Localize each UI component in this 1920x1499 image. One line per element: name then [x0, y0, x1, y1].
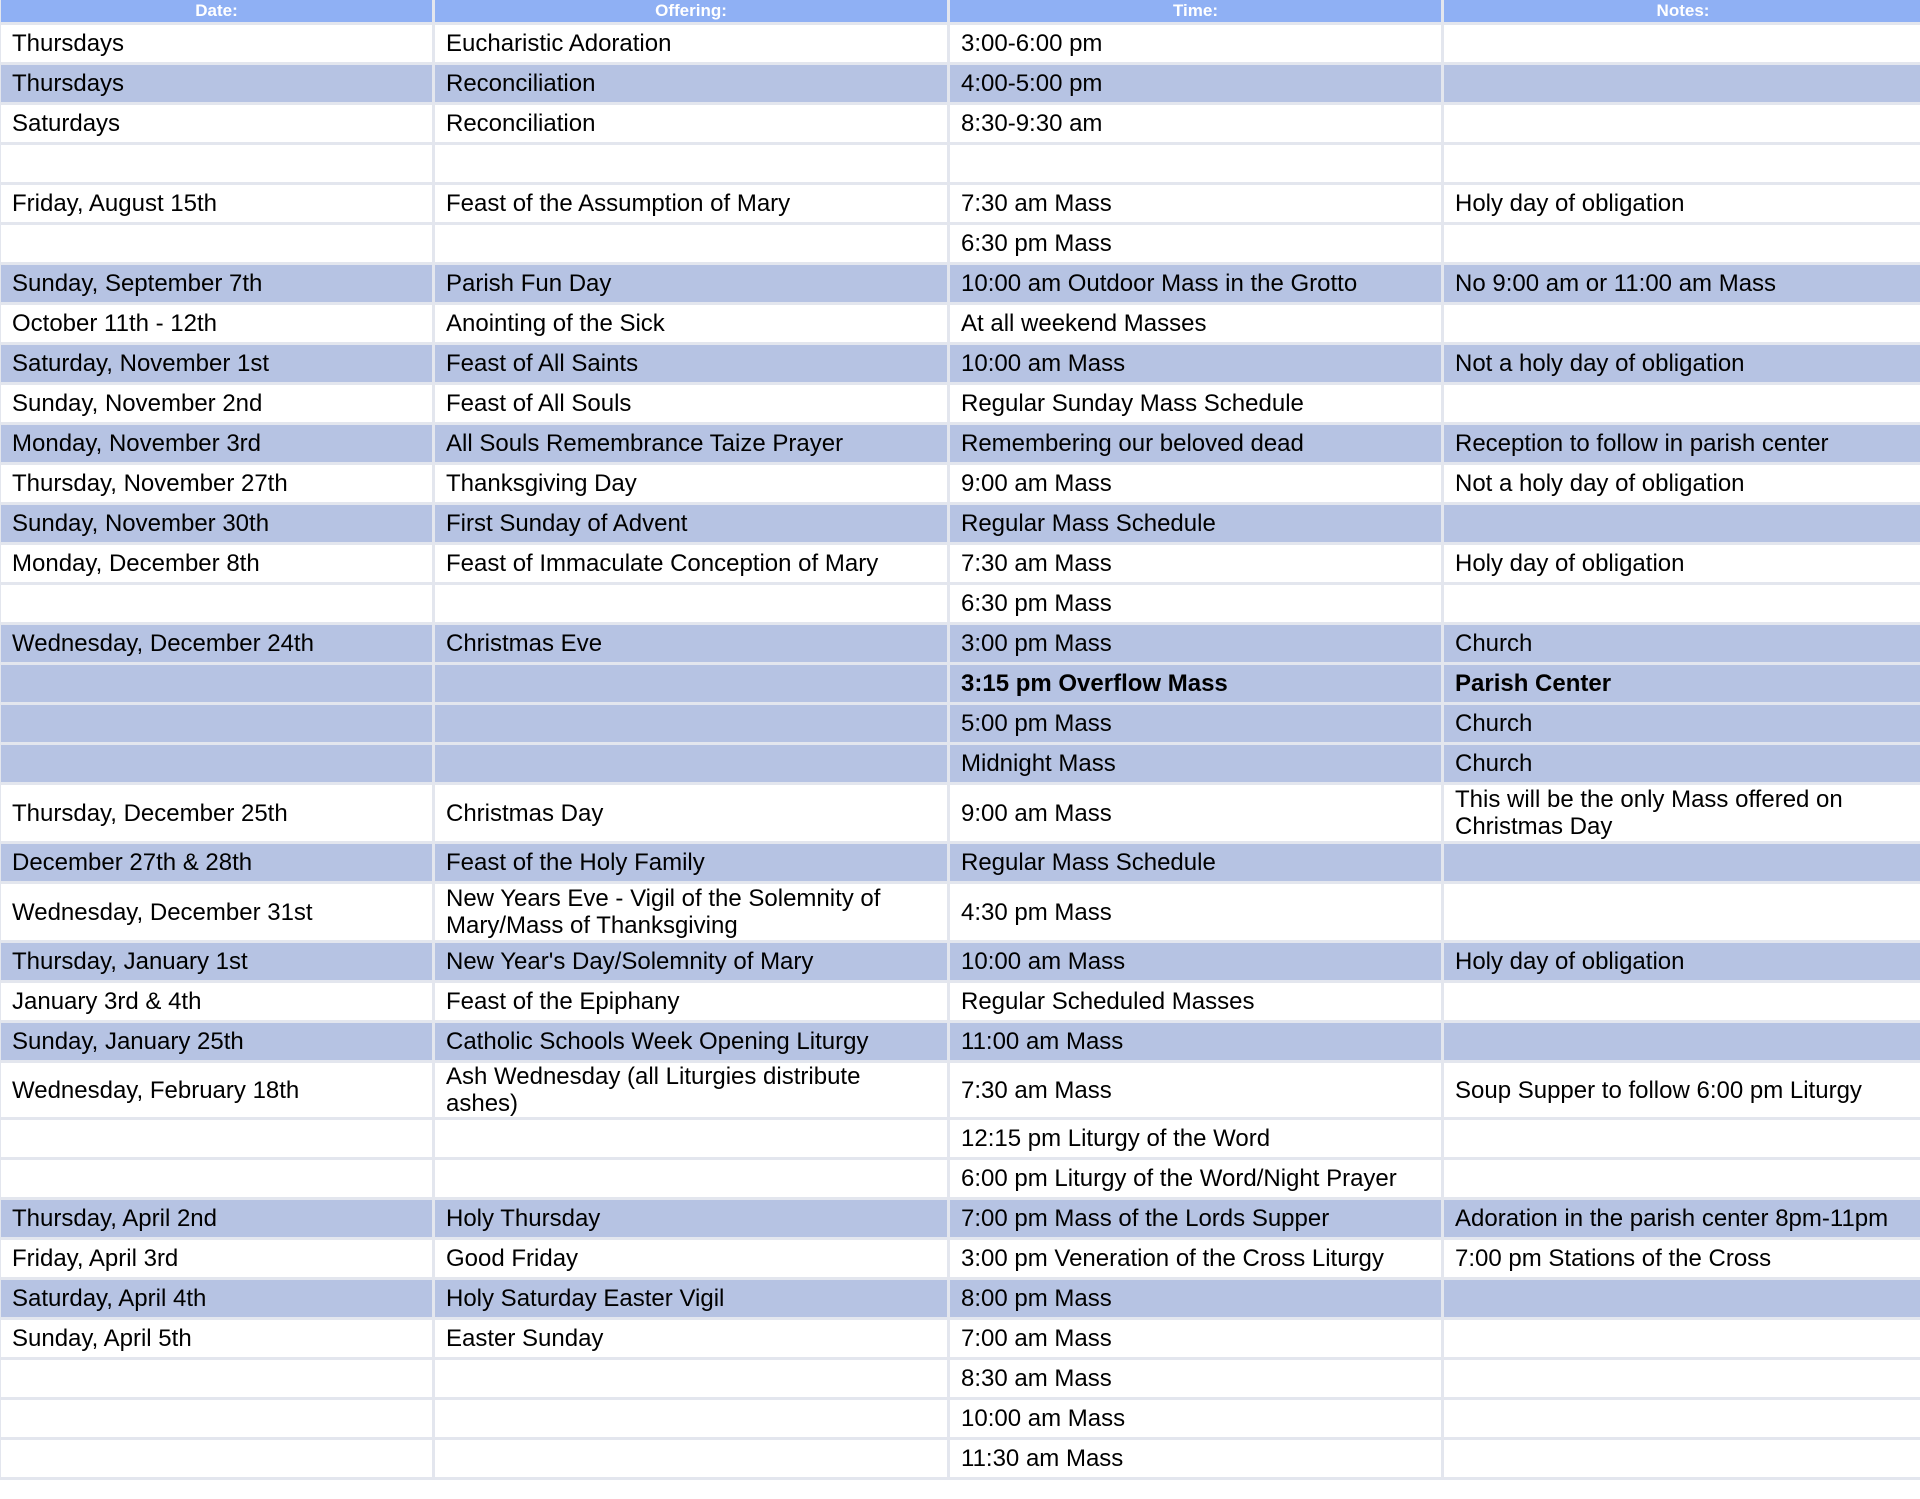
- offering-cell: Feast of All Souls: [435, 385, 947, 422]
- time-cell: 6:00 pm Liturgy of the Word/Night Prayer: [950, 1160, 1441, 1197]
- offering-cell: Anointing of the Sick: [435, 305, 947, 342]
- notes-cell: [1444, 505, 1920, 542]
- time-cell: 4:30 pm Mass: [950, 884, 1441, 940]
- time-cell: Remembering our beloved dead: [950, 425, 1441, 462]
- date-cell: [1, 225, 432, 262]
- offering-cell: Parish Fun Day: [435, 265, 947, 302]
- offering-cell: [435, 745, 947, 782]
- date-cell: January 3rd & 4th: [1, 983, 432, 1020]
- offering-cell: [435, 225, 947, 262]
- time-cell: 5:00 pm Mass: [950, 705, 1441, 742]
- notes-cell: [1444, 1160, 1920, 1197]
- time-cell: [950, 145, 1441, 182]
- date-cell: Sunday, April 5th: [1, 1320, 432, 1357]
- offering-cell: Thanksgiving Day: [435, 465, 947, 502]
- offering-cell: Eucharistic Adoration: [435, 25, 947, 62]
- offering-cell: First Sunday of Advent: [435, 505, 947, 542]
- date-cell: [1, 1360, 432, 1397]
- time-cell: 10:00 am Mass: [950, 943, 1441, 980]
- notes-cell: [1444, 1320, 1920, 1357]
- date-cell: [1, 145, 432, 182]
- table-row: [1, 665, 1920, 702]
- date-cell: Saturday, November 1st: [1, 345, 432, 382]
- table-row: [1, 545, 1920, 582]
- time-cell: 7:00 pm Mass of the Lords Supper: [950, 1200, 1441, 1237]
- time-cell: 6:30 pm Mass: [950, 585, 1441, 622]
- date-cell: [1, 665, 432, 702]
- notes-cell: 7:00 pm Stations of the Cross: [1444, 1240, 1920, 1277]
- offering-cell: [435, 1440, 947, 1477]
- notes-cell: Church: [1444, 745, 1920, 782]
- notes-cell: Soup Supper to follow 6:00 pm Liturgy: [1444, 1063, 1920, 1117]
- offering-cell: [435, 1400, 947, 1437]
- offering-cell: Feast of the Holy Family: [435, 844, 947, 881]
- date-cell: Sunday, November 2nd: [1, 385, 432, 422]
- offering-cell: [435, 1360, 947, 1397]
- notes-cell: [1444, 105, 1920, 142]
- offering-cell: New Year's Day/Solemnity of Mary: [435, 943, 947, 980]
- date-cell: Friday, April 3rd: [1, 1240, 432, 1277]
- offering-cell: Holy Thursday: [435, 1200, 947, 1237]
- date-cell: Thursday, April 2nd: [1, 1200, 432, 1237]
- offering-cell: Christmas Eve: [435, 625, 947, 662]
- table-row: [1, 305, 1920, 342]
- offering-cell: Good Friday: [435, 1240, 947, 1277]
- offering-cell: New Years Eve - Vigil of the Solemnity of Mary/Mass of Thanksgiving: [435, 884, 947, 940]
- date-cell: Monday, November 3rd: [1, 425, 432, 462]
- date-cell: Thursdays: [1, 25, 432, 62]
- date-cell: Sunday, September 7th: [1, 265, 432, 302]
- date-cell: Wednesday, February 18th: [1, 1063, 432, 1117]
- table-row: [1, 425, 1920, 462]
- time-cell: 7:30 am Mass: [950, 1063, 1441, 1117]
- notes-cell: [1444, 585, 1920, 622]
- time-cell: 3:00 pm Mass: [950, 625, 1441, 662]
- notes-cell: Holy day of obligation: [1444, 185, 1920, 222]
- table-row: [1, 1360, 1920, 1397]
- date-cell: [1, 1440, 432, 1477]
- time-cell: 10:00 am Mass: [950, 1400, 1441, 1437]
- date-cell: Wednesday, December 31st: [1, 884, 432, 940]
- notes-cell: No 9:00 am or 11:00 am Mass: [1444, 265, 1920, 302]
- notes-cell: [1444, 65, 1920, 102]
- table-row: [1, 1120, 1920, 1157]
- table-row: [1, 385, 1920, 422]
- table-row: [1, 65, 1920, 102]
- time-cell: 7:30 am Mass: [950, 185, 1441, 222]
- date-cell: Monday, December 8th: [1, 545, 432, 582]
- notes-cell: This will be the only Mass offered on Christmas Day: [1444, 785, 1920, 841]
- offering-cell: Reconciliation: [435, 105, 947, 142]
- notes-cell: [1444, 1280, 1920, 1317]
- time-cell: Regular Mass Schedule: [950, 844, 1441, 881]
- offering-cell: Feast of the Assumption of Mary: [435, 185, 947, 222]
- table-row: [1, 1023, 1920, 1060]
- table-row: [1, 625, 1920, 662]
- time-cell: 8:30 am Mass: [950, 1360, 1441, 1397]
- time-cell: 10:00 am Outdoor Mass in the Grotto: [950, 265, 1441, 302]
- time-cell: 3:15 pm Overflow Mass: [950, 665, 1441, 702]
- time-cell: 8:00 pm Mass: [950, 1280, 1441, 1317]
- header-time: Time:: [950, 0, 1441, 22]
- table-row: [1, 745, 1920, 782]
- table-row: [1, 185, 1920, 222]
- time-cell: 4:00-5:00 pm: [950, 65, 1441, 102]
- date-cell: Thursday, January 1st: [1, 943, 432, 980]
- header-row: [1, 0, 1920, 22]
- notes-cell: [1444, 1360, 1920, 1397]
- time-cell: 7:00 am Mass: [950, 1320, 1441, 1357]
- table-row: [1, 145, 1920, 182]
- table-row: [1, 225, 1920, 262]
- offering-cell: [435, 705, 947, 742]
- offering-cell: Feast of Immaculate Conception of Mary: [435, 545, 947, 582]
- notes-cell: [1444, 1440, 1920, 1477]
- date-cell: Friday, August 15th: [1, 185, 432, 222]
- notes-cell: [1444, 844, 1920, 881]
- notes-cell: Church: [1444, 625, 1920, 662]
- offering-cell: [435, 1160, 947, 1197]
- date-cell: Thursday, December 25th: [1, 785, 432, 841]
- table-row: [1, 345, 1920, 382]
- offering-cell: Feast of All Saints: [435, 345, 947, 382]
- date-cell: [1, 585, 432, 622]
- header-date: Date:: [1, 0, 432, 22]
- time-cell: Regular Sunday Mass Schedule: [950, 385, 1441, 422]
- table-row: [1, 1240, 1920, 1277]
- date-cell: [1, 1160, 432, 1197]
- table-row: [1, 1400, 1920, 1437]
- date-cell: Wednesday, December 24th: [1, 625, 432, 662]
- table-row: [1, 465, 1920, 502]
- notes-cell: [1444, 884, 1920, 940]
- table-row: [1, 844, 1920, 881]
- offering-cell: [435, 585, 947, 622]
- date-cell: October 11th - 12th: [1, 305, 432, 342]
- notes-cell: [1444, 305, 1920, 342]
- date-cell: Thursday, November 27th: [1, 465, 432, 502]
- offering-cell: Reconciliation: [435, 65, 947, 102]
- notes-cell: Not a holy day of obligation: [1444, 345, 1920, 382]
- offering-cell: Feast of the Epiphany: [435, 983, 947, 1020]
- date-cell: December 27th & 28th: [1, 844, 432, 881]
- date-cell: Sunday, November 30th: [1, 505, 432, 542]
- table-row: [1, 105, 1920, 142]
- header-notes: Notes:: [1444, 0, 1920, 22]
- time-cell: 9:00 am Mass: [950, 465, 1441, 502]
- notes-cell: [1444, 983, 1920, 1020]
- offering-cell: [435, 145, 947, 182]
- notes-cell: Not a holy day of obligation: [1444, 465, 1920, 502]
- time-cell: 9:00 am Mass: [950, 785, 1441, 841]
- table-row: [1, 785, 1920, 841]
- offering-cell: All Souls Remembrance Taize Prayer: [435, 425, 947, 462]
- notes-cell: [1444, 145, 1920, 182]
- table-row: [1, 1320, 1920, 1357]
- table-row: [1, 1200, 1920, 1237]
- time-cell: 3:00 pm Veneration of the Cross Liturgy: [950, 1240, 1441, 1277]
- time-cell: 3:00-6:00 pm: [950, 25, 1441, 62]
- notes-cell: [1444, 385, 1920, 422]
- time-cell: Midnight Mass: [950, 745, 1441, 782]
- notes-cell: [1444, 225, 1920, 262]
- notes-cell: Adoration in the parish center 8pm-11pm: [1444, 1200, 1920, 1237]
- table-row: [1, 1160, 1920, 1197]
- table-row: [1, 884, 1920, 940]
- time-cell: 12:15 pm Liturgy of the Word: [950, 1120, 1441, 1157]
- table-row: [1, 25, 1920, 62]
- time-cell: 6:30 pm Mass: [950, 225, 1441, 262]
- offering-cell: Holy Saturday Easter Vigil: [435, 1280, 947, 1317]
- time-cell: Regular Scheduled Masses: [950, 983, 1441, 1020]
- date-cell: Thursdays: [1, 65, 432, 102]
- date-cell: Saturday, April 4th: [1, 1280, 432, 1317]
- table-row: [1, 1280, 1920, 1317]
- notes-cell: Reception to follow in parish center: [1444, 425, 1920, 462]
- table-row: [1, 705, 1920, 742]
- time-cell: Regular Mass Schedule: [950, 505, 1441, 542]
- time-cell: 8:30-9:30 am: [950, 105, 1441, 142]
- time-cell: At all weekend Masses: [950, 305, 1441, 342]
- notes-cell: Holy day of obligation: [1444, 943, 1920, 980]
- notes-cell: [1444, 1023, 1920, 1060]
- offering-cell: Easter Sunday: [435, 1320, 947, 1357]
- table-row: [1, 265, 1920, 302]
- offering-cell: [435, 1120, 947, 1157]
- date-cell: [1, 1400, 432, 1437]
- time-cell: 11:00 am Mass: [950, 1023, 1441, 1060]
- table-row: [1, 585, 1920, 622]
- notes-cell: [1444, 1400, 1920, 1437]
- notes-cell: Holy day of obligation: [1444, 545, 1920, 582]
- offering-cell: Ash Wednesday (all Liturgies distribute ashes): [435, 1063, 947, 1117]
- date-cell: [1, 705, 432, 742]
- table-row: [1, 943, 1920, 980]
- offering-cell: Christmas Day: [435, 785, 947, 841]
- date-cell: [1, 745, 432, 782]
- offering-cell: [435, 665, 947, 702]
- notes-cell: Parish Center: [1444, 665, 1920, 702]
- offering-cell: Catholic Schools Week Opening Liturgy: [435, 1023, 947, 1060]
- table-row: [1, 1440, 1920, 1477]
- time-cell: 11:30 am Mass: [950, 1440, 1441, 1477]
- date-cell: [1, 1120, 432, 1157]
- time-cell: 7:30 am Mass: [950, 545, 1441, 582]
- notes-cell: [1444, 1120, 1920, 1157]
- table-row: [1, 505, 1920, 542]
- notes-cell: [1444, 25, 1920, 62]
- date-cell: Sunday, January 25th: [1, 1023, 432, 1060]
- notes-cell: Church: [1444, 705, 1920, 742]
- header-offering: Offering:: [435, 0, 947, 22]
- table-row: [1, 983, 1920, 1020]
- date-cell: Saturdays: [1, 105, 432, 142]
- table-row: [1, 1063, 1920, 1117]
- time-cell: 10:00 am Mass: [950, 345, 1441, 382]
